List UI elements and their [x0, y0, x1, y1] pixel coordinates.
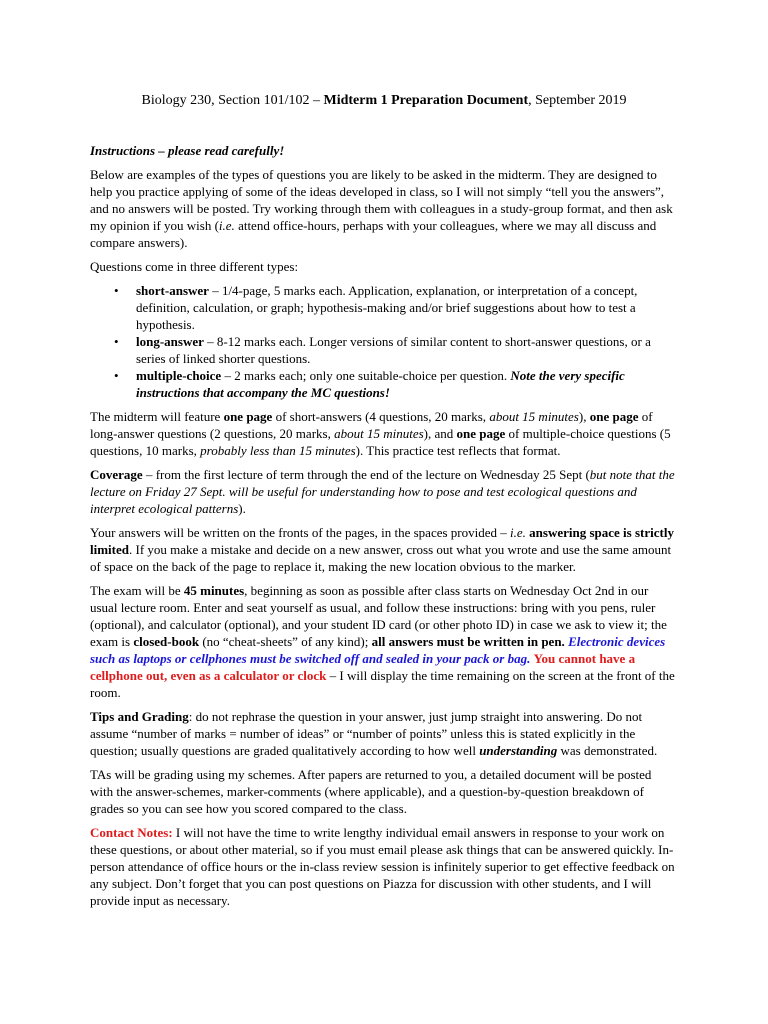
- intro-text-2: attend office-hours, perhaps with your colleagues, where we may all discuss and compare answers).: [90, 218, 657, 250]
- coverage-paragraph: [90, 466, 677, 517]
- type-text: – 1/4-page, 5 marks each. Application, explanation, or interpretation of a concept, definition, calculation, or graph; hypothesis-making and/or brief suggestions about how to test a hypothesis.: [136, 283, 638, 332]
- exam-text: (no “cheat-sheets” of any kind);: [199, 634, 372, 649]
- contact-label: Contact Notes:: [90, 825, 173, 840]
- exam-text: – I will display the time remaining on the screen at the front of the room.: [90, 668, 675, 700]
- exam-text: , beginning as soon as possible after class starts on Wednesday Oct 2nd in our usual lecture room. Enter and seat yourself as usual, and follow these instructions: bring with you pens, ruler (optional), and calculator (optional), and your student ID card (or other photo ID) in case we ask to view it; the exam is: [90, 583, 667, 649]
- format-bold: one page: [589, 409, 639, 424]
- type-text: – 8-12 marks each. Longer versions of similar content to short-answer questions, or a series of linked shorter questions.: [136, 334, 651, 366]
- answers-text: Your answers will be written on the fronts of the pages, in the spaces provided –: [90, 525, 511, 540]
- coverage-text: ).: [238, 501, 246, 516]
- tips-label: Tips and Grading: [90, 709, 189, 724]
- format-text: ). This practice test reflects that format.: [355, 443, 561, 458]
- format-text: The midterm will feature: [90, 409, 224, 424]
- coverage-italic: but note that the lecture on Friday 27 Sept. will be useful for understanding how to pose and test ecological questions and interpret ecological patterns: [90, 467, 675, 516]
- format-text: ), and: [423, 426, 457, 441]
- title-date: , September 2019: [528, 93, 627, 108]
- format-italic: about 15 minutes: [489, 409, 579, 424]
- contact-text: I will not have the time to write lengthy individual email answers in response to your work on these questions, or about other material, so if you must email please ask things that can be answered quickly. In-person attendance of office hours or the in-class review session is infinitely superior to get effective feedback on any subject. Don’t forget that you can post questions on Piazza for discussion with other students, and I will provide input as necessary.: [90, 825, 675, 908]
- types-intro: Questions come in three different types:: [90, 259, 299, 274]
- exam-text: The exam will be: [90, 583, 184, 598]
- format-italic: probably less than 15 minutes: [200, 443, 356, 458]
- question-types-list: [90, 282, 677, 401]
- exam-bold: 45 minutes: [183, 583, 245, 598]
- list-item: [136, 282, 677, 333]
- tips-paragraph: [90, 708, 677, 759]
- intro-text-1: Below are examples of the types of questions you are likely to be asked in the midterm. They are designed to help you practice applying of some of the ideas developed in class, so I will not simply “tell you the answers”, and no answers will be posted. Try working through them with colleagues in a study-group format, and then ask my opinion if you wish (: [90, 167, 673, 233]
- format-paragraph: [90, 408, 677, 459]
- tas-paragraph: TAs will be grading using my schemes. After papers are returned to you, a detailed document will be posted with the answer-schemes, marker-comments (where applicable), and a question-by-question breakdown of grades so you can see how you scored compared to the class.: [90, 767, 652, 816]
- title-doc-name: Midterm 1 Preparation Document: [323, 93, 529, 108]
- cellphone-warning: You cannot have a cellphone out, even as a calculator or clock: [90, 651, 636, 683]
- instructions-heading: Instructions – please read carefully!: [90, 143, 285, 158]
- exam-paragraph: [90, 582, 677, 701]
- intro-paragraph: [90, 166, 677, 251]
- exam-bold: all answers must be written in pen.: [371, 634, 565, 649]
- answers-bold: answering space is strictly limited: [90, 525, 674, 557]
- format-bold: one page: [223, 409, 273, 424]
- tips-emphasis: understanding: [479, 743, 558, 758]
- format-bold: one page: [456, 426, 506, 441]
- intro-ie: i.e.: [218, 218, 235, 233]
- document-title: [0, 92, 768, 110]
- format-text: of short-answers (4 questions, 20 marks,: [272, 409, 490, 424]
- coverage-label: Coverage: [90, 467, 143, 482]
- document-body: [90, 142, 677, 916]
- coverage-text: – from the first lecture of term through the end of the lecture on Wednesday 25 Sept (: [142, 467, 590, 482]
- answers-ie: i.e.: [510, 525, 526, 540]
- format-text: of multiple-choice questions (5 questions, 10 marks,: [90, 426, 671, 458]
- type-text: – 2 marks each; only one suitable-choice per question.: [221, 368, 511, 383]
- type-note: Note the very specific instructions that accompany the MC questions!: [136, 368, 625, 400]
- format-italic: about 15 minutes: [334, 426, 424, 441]
- answers-text: . If you make a mistake and decide on a new answer, cross out what you wrote and use the same amount of space on the back of the page to replace it, making the new location obvious to the marker.: [90, 542, 672, 574]
- electronic-devices-warning: Electronic devices such as laptops or cellphones must be switched off and sealed in your pack or bag.: [90, 634, 666, 666]
- type-name: short-answer: [136, 283, 209, 298]
- tips-text: was demonstrated.: [557, 743, 658, 758]
- format-text: ),: [578, 409, 590, 424]
- list-item: [136, 367, 677, 401]
- format-text: of long-answer questions (2 questions, 20 marks,: [90, 409, 653, 441]
- exam-bold: closed-book: [133, 634, 200, 649]
- title-course: Biology 230, Section 101/102 –: [141, 93, 324, 108]
- contact-paragraph: [90, 824, 677, 909]
- type-name: long-answer: [136, 334, 204, 349]
- tips-text: : do not rephrase the question in your answer, just jump straight into answering. Do not assume “number of marks = number of ideas” or “number of points” unless this is stated explicitly in the question; usually questions are graded qualitatively according to how well: [90, 709, 643, 758]
- list-item: [136, 333, 677, 367]
- answers-paragraph: [90, 524, 677, 575]
- type-name: multiple-choice: [136, 368, 222, 383]
